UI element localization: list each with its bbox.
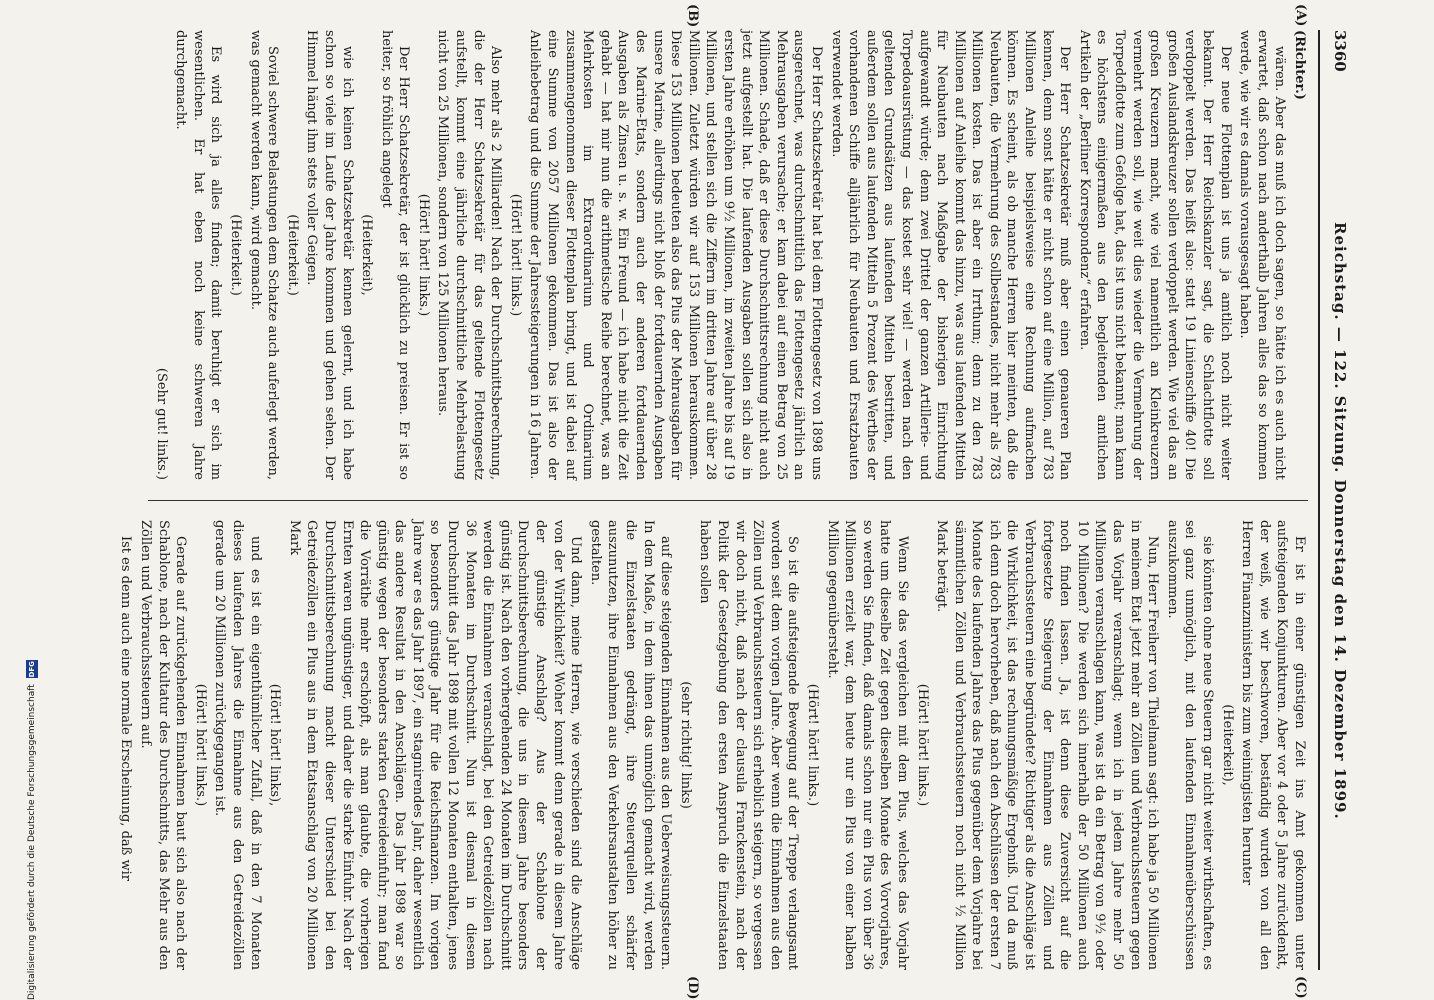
interjection: (Heiterkeit.) — [227, 214, 243, 296]
paragraph: auf diese steigenden Einnahmen aus den Ueberweisungssteuern. In dem Maße, in dem ihnen das unmöglich gemacht wird, werden die Einzelstaaten gedrängt, ihre Steuerquellen schärfer auszunutzen, ihre Einnahmen aus den Verkehrsanstalten höher zu gestalten. — [587, 520, 674, 970]
digitization-bar — [22, 0, 42, 1000]
dfg-logo-icon: DFG — [28, 661, 36, 678]
text-columns — [118, 30, 1308, 970]
margin-marker-d: (D) — [685, 976, 700, 1000]
paragraph: Ist es denn auch eine normale Erscheinung, daß wir — [118, 536, 134, 881]
paragraph: Gerade auf zurückgehenden Einnahmen baut sich also nach der Schablone, nach der Kultatur des Durchschnitts, das Mehr aus den Zöllen und Verbrauchssteuern auf. — [138, 520, 189, 970]
interjection: (Hört! hört! links), — [267, 683, 283, 807]
paragraph: Es wird sich ja alles finden; damit beruhigt er sich im wesentlichen. Er hat eben noch keine schweren Jahre durchgemacht. — [173, 30, 224, 480]
interjection: (Hört! hört! links.) — [192, 683, 208, 807]
column-divider — [148, 500, 1308, 501]
page-title: Reichstag. — 122. Sitzung. Donnerstag den 14. Dezember 1899. — [1331, 222, 1349, 820]
left-column — [148, 30, 1308, 480]
paragraph: Der neue Flottenplan ist uns ja amtlich noch nicht weiter bekannt. Der Herr Reichskanzler sagt, die Schlachtflotte soll verdoppelt werden. Das heißt also: statt 19 Linienschiffe 40! Die großen Auslandskreuzer sollen verdoppelt werden. Wie viel das an großen Kreuzern macht, wie viel namentlich an Kleinkreuzern vermehrt werden soll, wie weit dies wieder die Vermehrung der Torpedoflotte zum Gefolge hat, das ist uns nicht bekannt; man kann es höchstens einigermaßen aus den begleitenden amtlichen Artikeln der „Berliner Korrespondenz“ erfahren. — [1076, 30, 1233, 480]
paragraph: wie ich keinen Schatzsekretär kennen gelernt, und ich habe schon so viele im Laufe der Jahre kommen und gehen sehen. Der Himmel hängt ihm stets voller Geigen. — [304, 30, 355, 480]
margin-marker-c: (C) — [1293, 976, 1308, 999]
paragraph: Wenn Sie das vergleichen mit dem Plus, welches das Vorjahr hatte um dieselbe Zeit gegen dieselben Monate des Vorvorjahres, so werden Sie finden, daß damals schon nur ein Plus von über 36 Millionen erzielt war, dem heute nur ein Plus von einer halben Million gegenübersteht. — [824, 520, 910, 970]
interjection: (sehr richtig! links) — [677, 681, 693, 809]
interjection: (Hört! hört! links.) — [415, 193, 431, 317]
right-column — [118, 520, 1308, 970]
page-number: 3360 — [1331, 30, 1349, 72]
paragraph: Und dann, meine Herren, wie verschieden sind die Anschläge von der Wirklichkeit? Woher kommt denn gerade in diesem Jahre der günstige Anschlag? Aus der Schablone der Durchschnittsberechnung, die uns in diesem Jahre besonders günstig ist. Nach den vorhergehenden 24 Monaten im Durchschnitt werden die Einnahmen veranschlagt, bei den Getreidezöllen nach 36 Monaten im Durchschnitt. Nun ist diesmal in diesem Durchschnitt das Jahr 1898 mit vollen 12 Monaten enthalten, jenes so besonders günstige Jahr für die Reichsfinanzen. Im vorigen Jahre war es das Jahr 1897, ein stagnirendes Jahr, daher wesentlich das andere Resultat in den Anschlägen. Das Jahr 1898 war so günstig wegen der besonders starken Getreideeinfuhr; man fand die Vorräthe mehr erschöpft, als man glaubte, die vorherigen Ernten waren ungünstiger, und daher die starke Einfuhr. Nach der Durchschnittsberechnung macht dieser Unterschied bei den Getreidezöllen ein Plus aus in dem Etatsanschlag von 20 Millionen Mark — [286, 520, 584, 970]
paragraph: sie könnten ohne neue Steuern gar nicht weiter wirthschaften, es sei ganz unmöglich, mit den laufenden Einnahmeüberschüssen auszukommen. — [1164, 520, 1216, 970]
paragraph: Der Herr Schatzsekretär hat bei dem Flottengesetz von 1898 uns ausgerechnet, was durchschnittlich das Flottengesetz jährlich an Mehrausgaben verursache; er kam dabei auf einen Betrag von 25 Millionen. Schade, daß er diese Durchschnittsrechnung nicht auch jetzt aufgestellt hat. Die laufenden Ausgaben sollen sich also in ersten Jahre erhöhen um 9½ Millionen, im zweiten Jahre bis auf 19 Millionen, und stellen sich die Ziffern im dritten Jahre auf über 28 Millionen. Zuletzt würden wir auf 153 Millionen herauskommen. Diese 153 Millionen bedeuten also das Plus der Mehrausgaben für unsere Marine, allerdings nicht bloß der fortdauernden Ausgaben des Marine-Etats, sondern auch der anderen fortdauernden Ausgaben als Zinsen u. s. w. Ein Freund — ich habe nicht die Zeit gehabt — hat mir nun die arithmetische Reihe berechnet, was an Mehrkosten im Extraordinarium und Ordinarium zusammengenommen dieser Flottenplan bringt, und ist dabei auf eine Summe von 2057 Millionen gekommen. Das ist also der Anleihebetrag und die Summe der Jahressteigerungen in 16 Jahren. — [527, 30, 824, 480]
paragraph: Soviel schwere Belastungen dem Schatze auch auferlegt werden, was gemacht werden kann, wird gemacht. — [247, 30, 281, 480]
interjection: (Hört! hört! links.) — [804, 683, 820, 807]
interjection: (Heiterkeit.) — [284, 214, 300, 296]
interjection: (Hört! hört! links.) — [914, 683, 930, 807]
paragraph: Also mehr als 2 Milliarden! Nach der Durchschnittsberechnung, die der Herr Schatzsekretär für das geltende Flottengesetz aufstellt, kommt eine jährliche durchschnittliche Mehrbelastung nicht von 25 Millionen, sondern von 125 Millionen heraus. — [435, 30, 504, 480]
paragraph: Der Herr Schatzsekretär, der ist glücklich zu preisen. Er ist so heiter, so fröhlich angelegt — [378, 30, 412, 480]
paragraph: Nun, Herr Freiherr von Thielmann sagt: ich habe ja 50 Millionen in meinem Etat jetzt mehr an Zöllen und Verbrauchssteuern gegen das Vorjahr veranschlagt; wenn ich in jedem Jahre mehr 50 Millionen veranschlagen kann, was ist da ein Betrag von 9½ oder 10 Millionen? Die werden sich innerhalb der 50 Millionen auch noch finden lassen. Ja, ist denn diese Zuversicht auf die fortgesetzte Steigerung der Einnahmen aus Zöllen und Verbrauchssteuern eine begründete? Richtiger als die Anschläge ist die Wirklichkeit, ist das rechnungsmäßige Ergebniß. Und da muß ich denn doch hervorheben, daß nach den Abschlüssen der ersten 7 Monate des laufenden Jahres das Plus gegenüber dem Vorjahre bei sämmtlichen Zöllen und Verbrauchssteuern noch nicht ½ Million Mark beträgt. — [934, 520, 1161, 970]
paragraph: Der Herr Schatzsekretär muß aber einen genaueren Plan kennen, denn sonst hätte er nicht schon auf eine Million, auf 783 Millionen Anleihe beispielsweise eine Rechnung aufmachen können. Es scheint, als ob manche Herren hier meinten, daß die Neubauten, die Vermehrung des Sollbestandes, nicht mehr als 783 Millionen kosten. Das ist aber ein Irrthum; denn zu den 783 Millionen auf Anleihe kommt das hinzu, was aus laufenden Mitteln für Neubauten nach Maßgabe der bisherigen Einrichtung aufgewandt würde; denn zwei Drittel der ganzen Artillerie- und Torpedoausrüstung — das kostet sehr viel! — werden nach den geltenden Grundsätzen aus laufenden Mitteln bestritten, und außerdem sollen aus laufenden Mitteln 5 Prozent des Werthes der vorhandenen Schiffe alljährlich für Neubauten und Ersatzbauten verwendet werden. — [828, 30, 1073, 480]
digitization-note: Digitalisierung gefördert durch die Deutsche Forschungsgemeinschaft — [27, 684, 37, 1000]
page-header — [1318, 30, 1360, 970]
margin-marker-a: (A) — [1293, 4, 1308, 27]
digitization-footer — [22, 0, 42, 1000]
margin-marker-b: (B) — [685, 4, 700, 28]
speaker-name: (Richter.) — [1292, 30, 1307, 100]
interjection: (Sehr gut! links.) — [153, 367, 169, 480]
rotated-page-content — [90, 0, 1390, 1000]
interjection: (Heiterkeit), — [1219, 704, 1235, 786]
interjection: (Heiterkeit), — [359, 214, 375, 296]
interjection: (Hört! hört! links.) — [507, 193, 523, 317]
paragraph: und es ist ein eigenthümlicher Zufall, daß in den 7 Monaten dieses laufenden Jahres die Einnahme aus den Getreidezöllen gerade um 20 Millionen zurückgegangen ist. — [212, 520, 263, 970]
paragraph: Er ist in einer günstigen Zeit ins Amt gekommen unter aufsteigenden Konjunkturen. Aber vor 4 oder 5 Jahre zurückdenkt, der weiß, wie wir beschworen, beständig wurden von all den Herren Finanzministern bis zum weiningisten herunter — [1239, 520, 1307, 970]
paragraph: wären. Aber das muß ich doch sagen, so hätte ich es auch nicht erwartet, daß schon nach anderthalb Jahren alles das so kommen werde, wie wir es damals vorausgesagt haben. — [1237, 30, 1288, 480]
paragraph: So ist die aufsteigende Bewegung auf der Treppe verlangsamt worden seit dem vorigen Jahre. Aber wenn die Einnahmen aus den Zöllen und Verbrauchssteuern sich erheblich steigern, so vergessen wir doch nicht, daß nach der clausula Franckenstein, nach der Politik der Gesetzgebung den ersten Anspruch die Einzelstaaten haben sollen — [697, 520, 801, 970]
